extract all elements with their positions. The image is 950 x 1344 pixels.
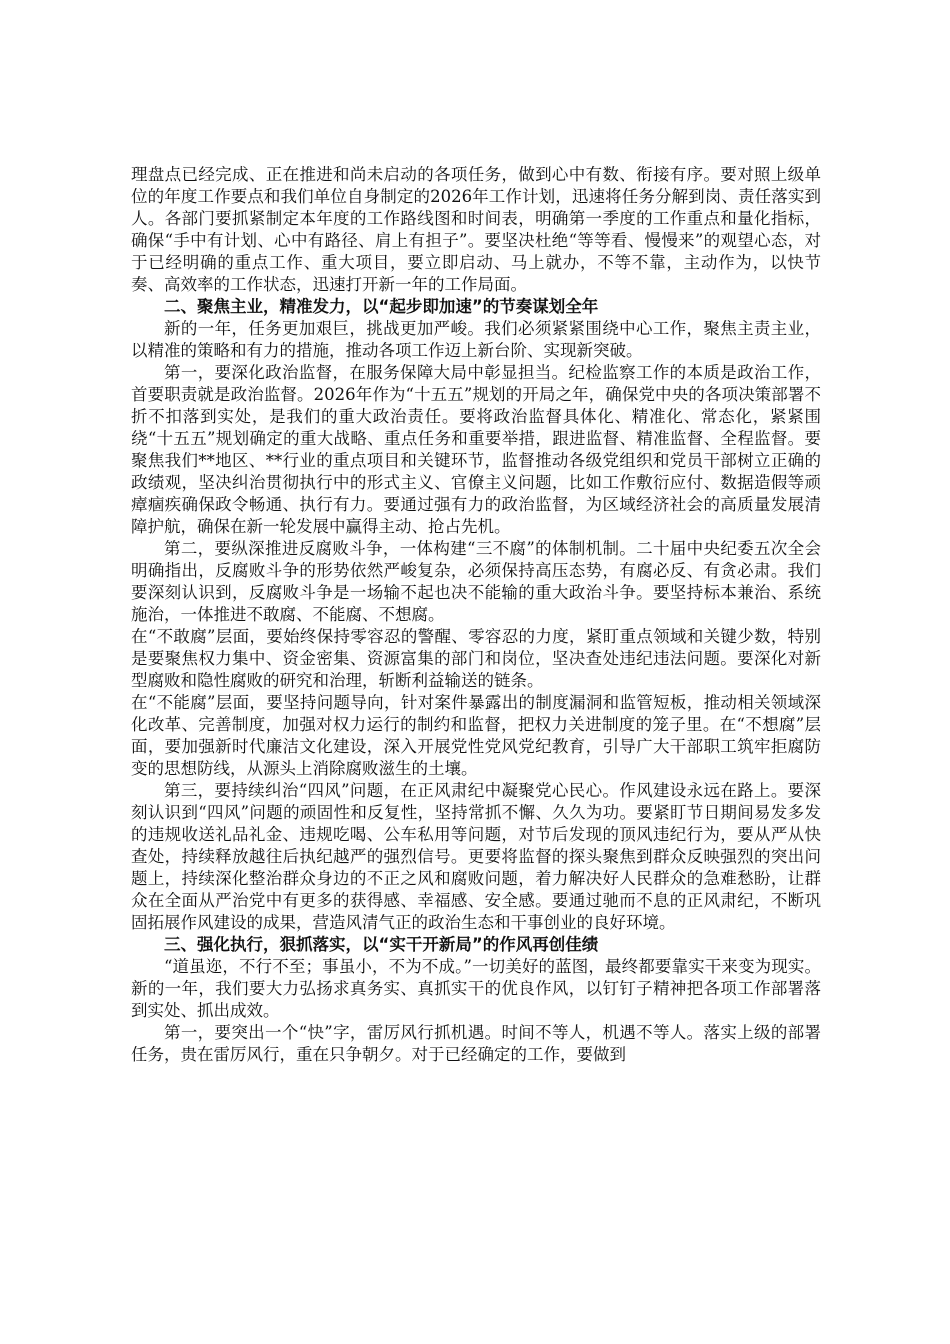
paragraph: 第一，要深化政治监督，在服务保障大局中彰显担当。纪检监察工作的本质是政治工作，首要职责就是政治监督。2026年作为“十五五”规划的开局之年，确保党中央的各项决策部署不折不扣落到实处，是我们的重大政治责任。要将政治监督具体化、精准化、常态化，紧紧围绕“十五五”规划确定的重大战略、重点任务和重要举措，跟进监督、精准监督、全程监督。要聚焦我们**地区、**行业的重点项目和关键环节，监督推动各级党组织和党员干部树立正确的政绩观，坚决纠治贯彻执行中的形式主义、官僚主义问题，比如工作敷衍应付、数据造假等顽瘴痼疾确保政令畅通、执行有力。要通过强有力的政治监督，为区域经济社会的高质量发展清障护航，确保在新一轮发展中赢得主动、抢占先机。 xyxy=(131,363,821,536)
paragraph: 第三，要持续纠治“四风”问题，在正风肃纪中凝聚党心民心。作风建设永远在路上。要深刻认识到“四风”问题的顽固性和反复性，坚持常抓不懈、久久为功。要紧盯节日期间易发多发的违规收送礼品礼金、违规吃喝、公车私用等问题，对节后发现的顶风违纪行为，要从严从快查处，持续释放越往后执纪越严的强烈信号。更要将监督的探头聚焦到群众反映强烈的突出问题上，持续深化整治群众身边的不正之风和腐败问题，着力解决好人民群众的急难愁盼，让群众在全面从严治党中有更多的获得感、幸福感、安全感。要通过驰而不息的正风肃纪，不断巩固拓展作风建设的成果，营造风清气正的政治生态和干事创业的良好环境。 xyxy=(131,781,821,932)
paragraph: “道虽迩，不行不至；事虽小，不为不成。”一切美好的蓝图，最终都要靠实干来变为现实。新的一年，我们要大力弘扬求真务实、真抓实干的优良作风，以钉钉子精神把各项工作部署落到实处、抓出成效。 xyxy=(131,957,821,1020)
document-body xyxy=(131,164,821,1066)
paragraph: 第一，要突出一个“快”字，雷厉风行抓机遇。时间不等人，机遇不等人。落实上级的部署任务，贵在雷厉风行，重在只争朝夕。对于已经确定的工作，要做到 xyxy=(131,1023,821,1064)
section-heading-2: 二、聚焦主业，精准发力，以“起步即加速”的节奏谋划全年 xyxy=(164,297,599,316)
section-heading-3: 三、强化执行，狠抓落实，以“实干开新局”的作风再创佳绩 xyxy=(164,935,599,954)
paragraph: 新的一年，任务更加艰巨，挑战更加严峻。我们必须紧紧围绕中心工作，聚焦主责主业，以精准的策略和有力的措施，推动各项工作迈上新台阶、实现新突破。 xyxy=(131,319,821,360)
paragraph: 在“不能腐”层面，要坚持问题导向，针对案件暴露出的制度漏洞和监管短板，推动相关领域深化改革、完善制度，加强对权力运行的制约和监督，把权力关进制度的笼子里。在“不想腐”层面，要加强新时代廉洁文化建设，深入开展党性党风党纪教育，引导广大干部职工筑牢拒腐防变的思想防线，从源头上消除腐败滋生的土壤。 xyxy=(131,693,821,778)
paragraph: 在“不敢腐”层面，要始终保持零容忍的警醒、零容忍的力度，紧盯重点领域和关键少数，特别是要聚焦权力集中、资金密集、资源富集的部门和岗位，坚决查处违纪违法问题。要深化对新型腐败和隐性腐败的研究和治理，斩断利益输送的链条。 xyxy=(131,627,821,690)
paragraph-continuation: 理盘点已经完成、正在推进和尚未启动的各项任务，做到心中有数、衔接有序。要对照上级单位的年度工作要点和我们单位自身制定的2026年工作计划，迅速将任务分解到岗、责任落实到人。各部门要抓紧制定本年度的工作路线图和时间表，明确第一季度的工作重点和量化指标，确保“手中有计划、心中有路径、肩上有担子”。要坚决杜绝“等等看、慢慢来”的观望心态，对于已经明确的重点工作、重大项目，要立即启动、马上就办，不等不靠，主动作为，以快节奏、高效率的工作状态，迅速打开新一年的工作局面。 xyxy=(131,165,821,294)
paragraph: 第二，要纵深推进反腐败斗争，一体构建“三不腐”的体制机制。二十届中央纪委五次全会明确指出，反腐败斗争的形势依然严峻复杂，必须保持高压态势，有腐必反、有贪必肃。我们要深刻认识到，反腐败斗争是一场输不起也决不能输的重大政治斗争。要坚持标本兼治、系统施治，一体推进不敢腐、不能腐、不想腐。 xyxy=(131,539,821,624)
